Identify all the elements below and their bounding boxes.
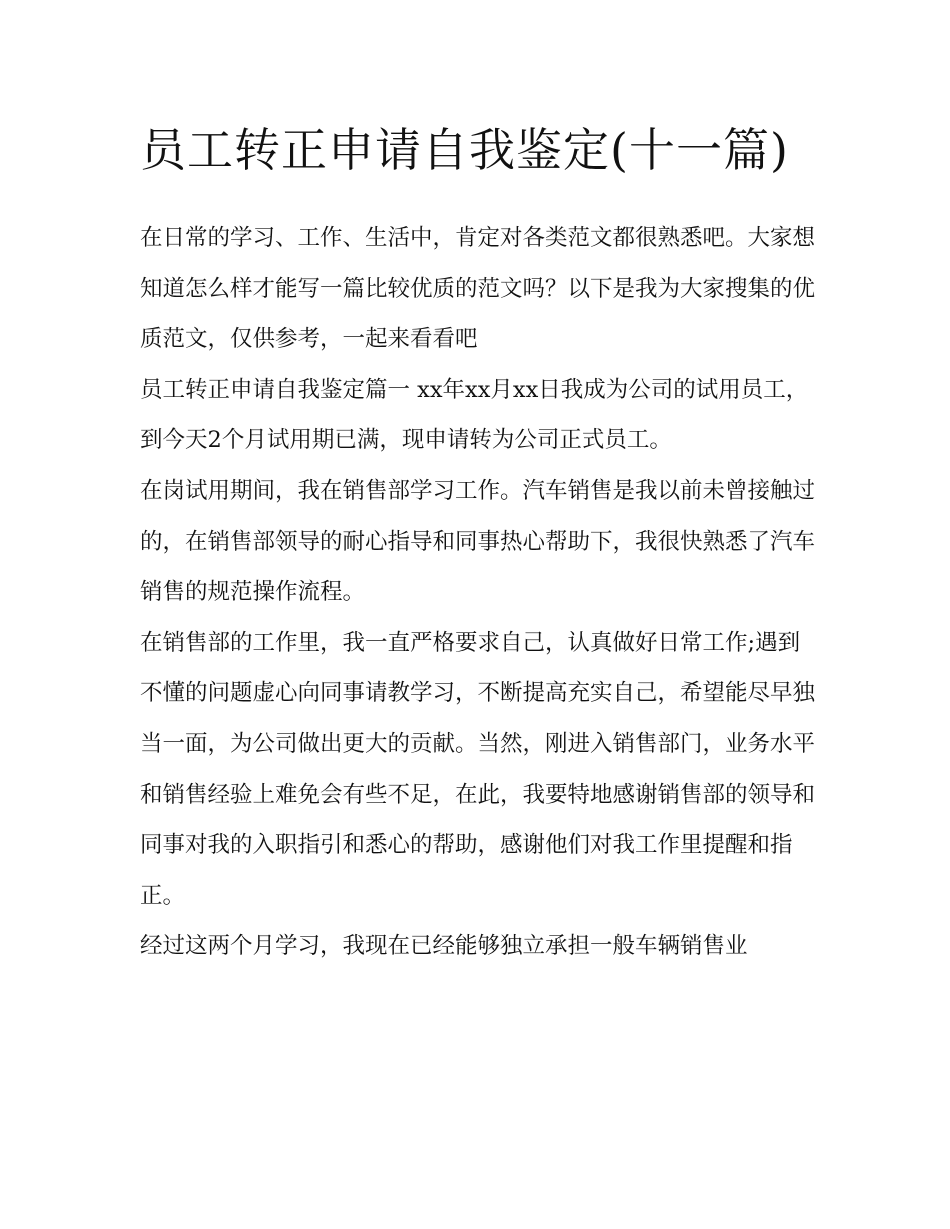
paragraph-2: 在岗试用期间，我在销售部学习工作。汽车销售是我以前未曾接触过的，在销售部领导的耐心指导和同事热心帮助下，我很快熟悉了汽车销售的规范操作流程。 <box>140 477 816 606</box>
paragraph-1: 员工转正申请自我鉴定篇一 xx年xx月xx日我成为公司的试用员工，到今天2个月试用期已满，现申请转为公司正式员工。 <box>140 376 809 454</box>
paragraph-intro: 在日常的学习、工作、生活中，肯定对各类范文都很熟悉吧。大家想知道怎么样才能写一篇比较优质的范文吗？以下是我为大家搜集的优质范文，仅供参考，一起来看看吧 <box>140 225 816 353</box>
document-body <box>140 213 815 972</box>
paragraph-3: 在销售部的工作里，我一直严格要求自己，认真做好日常工作;遇到不懂的问题虚心向同事请教学习，不断提高充实自己，希望能尽早独当一面，为公司做出更大的贡献。当然，刚进入销售部门，业务水平和销售经验上难免会有些不足，在此，我要特地感谢销售部的领导和同事对我的入职指引和悉心的帮助，感谢他们对我工作里提醒和指正。 <box>140 629 816 909</box>
paragraph-4: 经过这两个月学习，我现在已经能够独立承担一般车辆销售业 <box>140 933 748 960</box>
document-content <box>140 112 815 972</box>
document-title: 员工转正申请自我鉴定(十一篇) <box>140 123 789 177</box>
